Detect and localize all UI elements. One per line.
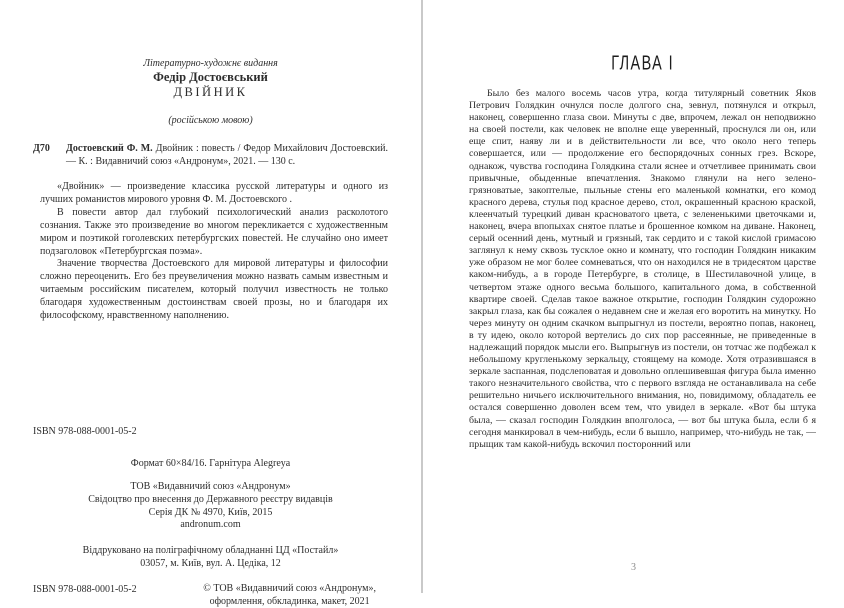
edition-note: Літературно-художнє видання bbox=[143, 58, 278, 69]
page-left-colophon bbox=[0, 0, 421, 607]
chapter-heading-text: ГЛАВА I bbox=[611, 52, 674, 75]
isbn-footer: ISBN 978-088-0001-05-2 bbox=[33, 583, 137, 595]
print-line: Віддруковано на поліграфічному обладнанні ЦД «Постайл» bbox=[82, 545, 339, 557]
annotation-paragraph: «Двойник» — произведение классика русской литературы и одного из лучших романистов мирового уровня Ф. М. Достоевского . bbox=[40, 181, 388, 205]
biblio-author: Достоевский Ф. М. bbox=[66, 143, 153, 154]
print-line: 03057, м. Київ, вул. А. Цедіка, 12 bbox=[140, 557, 281, 569]
copyright-line: © ТОВ «Видавничий союз «Андронум», bbox=[203, 582, 376, 594]
publisher-line: Свідоцтво про внесення до Державного реєстру видавців bbox=[88, 493, 333, 505]
annotation-block bbox=[40, 181, 388, 323]
author-name: Федір Достоєвський bbox=[153, 70, 268, 84]
copyright-line: оформлення, обкладинка, макет, 2021 bbox=[209, 595, 370, 607]
copyright-notice bbox=[203, 583, 376, 608]
publisher-line: ТОВ «Видавничий союз «Андронум» bbox=[130, 480, 291, 492]
biblio-description: Двойник : повесть / Федор Михайлович Достоевский. — К. : Видавничий союз «Андронум», 2021. — 130 с. bbox=[66, 143, 389, 167]
chapter-heading bbox=[469, 52, 816, 78]
isbn-line: ISBN 978-088-0001-05-2 bbox=[33, 425, 137, 437]
publisher-block bbox=[33, 481, 388, 532]
bibliographic-entry bbox=[33, 142, 388, 168]
annotation-paragraph: В повести автор дал глубокий психологический анализ расколотого сознания. Также это произведение во многом перекликается с художественным миром и поэтикой гоголевских петербургских повестей. Не случайно оно имеет подзаголовок «Петербургская поэма». bbox=[40, 206, 388, 257]
colophon-footer bbox=[33, 583, 388, 608]
annotation-paragraph: Значение творчества Достоевского для мировой литературы и философии сложно переоценить. Его без преувеличения можно назвать самым известным и читаемым российским писателем, который получил известность не только благодаря художественным достоинствам своей прозы, но и благодаря их философскому, нравственному наполнению. bbox=[40, 258, 388, 322]
page-number: 3 bbox=[631, 562, 636, 573]
biblio-index-code: Д70 bbox=[33, 143, 50, 154]
publisher-website: andronum.com bbox=[180, 519, 241, 531]
page-right-chapter bbox=[423, 0, 844, 593]
book-title: ДВІЙНИК bbox=[173, 85, 248, 99]
format-line: Формат 60×84/16. Гарнітура Alegreya bbox=[130, 457, 291, 469]
publisher-line: Серія ДК № 4970, Київ, 2015 bbox=[148, 506, 273, 518]
print-info-block bbox=[33, 545, 388, 571]
language-note: (російською мовою) bbox=[168, 115, 253, 126]
chapter-body-text: Было без малого восемь часов утра, когда титулярный советник Яков Петрович Голядкин очнулся после долгого сна, зевнул, потянулся и открыл, наконец, совершенно глаза свои. Минуты с две, впрочем, лежал он неподвижно на своей постели, как человек не вполне еще уверенный, проснулся ли он, или еще спит, наяву ли и в действительности ли все, что около него теперь совершается, или — продолжение его беспорядочных сонных грез. Вскоре, однакож, чувства господина Голядкина стали яснее и отчетливее принимать свои привычные, обыденные впечатления. Знакомо глянули на него зелено-грязноватые, закоптелые, пыльные стены его маленькой комнатки, его комод красного дерева, стулья под красное дерево, стол, окрашенный красною краской, клеенчатый турецкий диван красноватого цвета, с зелененькими цветочками и, наконец, вчера впопыхах снятое платье и брошенное комком на диване. Наконец, серый осенний день, мутный и грязный, так сердито и с такой кислой гримасою заглянул к нему сквозь тусклое окно и комнату, что господин Голядкин никаким уже образом не мог более сомневаться, что он находился не в тридесятом царстве каком-нибудь, а в городе Петербурге, в столице, в Шестилавочной улице, в четвертом этаже одного весьма большого, капитального дома, в собственной квартире своей. Сделав такое важное открытие, господин Голядкин судорожно закрыл глаза, как бы сожалея о недавнем сне и желая его воротить на минутку. Но через минуту он одним скачком выпрыгнул из постели, вероятно попав, наконец, в ту идею, около которой вертелись до сих пор рассеянные, не приведенные в надлежащий порядок мысли его. Выпрыгнув из постели, он тотчас же подбежал к небольшому кругленькому зеркальцу, стоящему на комоде. Хотя отразившаяся в зеркале заспанная, подслеповатая и довольно оплешивевшая фигура была именно такого незначительного свойства, что с первого взгляда не останавливала на себе решительно ничьего исключительного внимания, но, повидимому, обладатель ее остался совершенно доволен всем тем, что увидел в зеркале. «Вот бы штука была, — сказал господин Голядкин вполголоса, — вот бы штука была, если б я сегодня манкировал в чем-нибудь, если б вышло, например, что-нибудь не так, — прыщик там какой-нибудь вскочил посторонний или bbox=[469, 88, 816, 450]
